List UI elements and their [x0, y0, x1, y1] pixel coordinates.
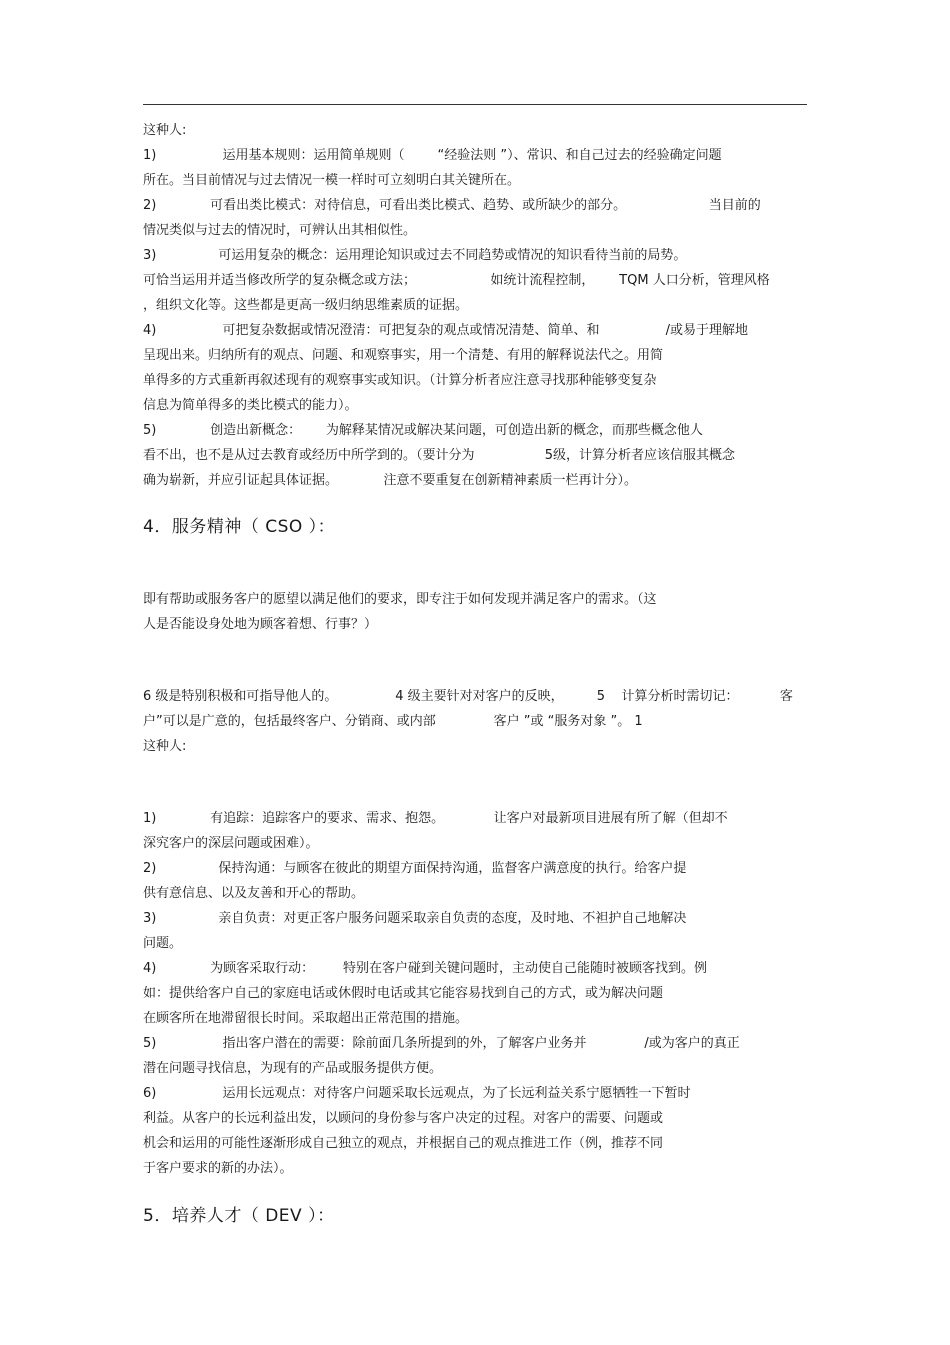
text-line: 人是否能设身处地为顾客着想、行事？）	[143, 617, 378, 632]
text-line: 1) 运用基本规则：运用简单规则（ “经验法则 ”）、常识、和自己过去的经验确定问题	[143, 148, 722, 163]
text-line: 问题。	[143, 936, 183, 951]
section-heading: 5．培养人才（ DEV ）：	[143, 1206, 335, 1226]
text-line: 机会和运用的可能性逐渐形成自己独立的观点，并根据自己的观点推进工作（例，推荐不同	[143, 1136, 664, 1151]
text-line: 供有意信息、以及友善和开心的帮助。	[143, 886, 365, 901]
text-line: ，组织文化等。这些都是更高一级归纳思维素质的证据。	[143, 298, 469, 313]
text-line: 1) 有追踪：追踪客户的要求、需求、抱怨。 让客户对最新项目进展有所了解（但却不	[143, 811, 728, 826]
text-line: 于客户要求的新的办法）。	[143, 1161, 293, 1176]
text-line: 这种人:	[143, 739, 187, 754]
text-line: 2) 可看出类比模式：对待信息，可看出类比模式、趋势、或所缺少的部分。 当目前的	[143, 198, 761, 213]
section-heading: 4．服务精神（ CSO ）：	[143, 517, 336, 537]
text-line: 深究客户的深层问题或困难）。	[143, 836, 319, 851]
text-line: 4) 可把复杂数据或情况澄清：可把复杂的观点或情况清楚、简单、和 /或易于理解地	[143, 323, 748, 338]
text-line: 即有帮助或服务客户的愿望以满足他们的要求，即专注于如何发现并满足客户的需求。（这	[143, 592, 657, 607]
text-line: 单得多的方式重新再叙述现有的观察事实或知识。（计算分析者应注意寻找那种能够变复杂	[143, 373, 657, 388]
text-line: 5) 指出客户潜在的需要：除前面几条所提到的外，了解客户业务并 /或为客户的真正	[143, 1036, 740, 1051]
text-line: 潜在问题寻找信息，为现有的产品或服务提供方便。	[143, 1061, 443, 1076]
text-line: 可恰当运用并适当修改所学的复杂概念或方法； 如统计流程控制， TQM 人口分析，管理风格	[143, 273, 770, 288]
text-line: 3) 亲自负责：对更正客户服务问题采取亲自负责的态度，及时地、不袒护自己地解决	[143, 911, 687, 926]
text-line: 看不出，也不是从过去教育或经历中所学到的。（要计分为 5级，计算分析者应该信服其概念	[143, 448, 736, 463]
text-line: 户”可以是广意的，包括最终客户、分销商、或内部 客户 ”或 “服务对象 ”。 1	[143, 714, 643, 729]
text-line: 6) 运用长远观点：对待客户问题采取长远观点，为了长远利益关系宁愿牺牲一下暂时	[143, 1086, 691, 1101]
text-line: 情况类似与过去的情况时，可辨认出其相似性。	[143, 223, 417, 238]
text-line: 呈现出来。归纳所有的观点、问题、和观察事实，用一个清楚、有用的解释说法代之。用简	[143, 348, 664, 363]
text-line: 在顾客所在地滞留很长时间。采取超出正常范围的措施。	[143, 1011, 469, 1026]
text-line: 信息为简单得多的类比模式的能力）。	[143, 398, 358, 413]
text-line: 5) 创造出新概念： 为解释某情况或解决某问题，可创造出新的概念，而那些概念他人	[143, 423, 703, 438]
text-line: 确为崭新，并应引证起具体证据。 注意不要重复在创新精神素质一栏再计分）。	[143, 473, 637, 488]
text-line: 6 级是特别积极和可指导他人的。 4 级主要针对对客户的反映， 5 计算分析时需切记： 客	[143, 689, 793, 704]
text-line: 3) 可运用复杂的概念：运用理论知识或过去不同趋势或情况的知识看待当前的局势。	[143, 248, 687, 263]
text-line: 2) 保持沟通：与顾客在彼此的期望方面保持沟通，监督客户满意度的执行。给客户提	[143, 861, 687, 876]
text-line: 4) 为顾客采取行动： 特别在客户碰到关键问题时，主动使自己能随时被顾客找到。例	[143, 961, 707, 976]
text-line: 如：提供给客户自己的家庭电话或休假时电话或其它能容易找到自己的方式，或为解决问题	[143, 986, 664, 1001]
text-line: 这种人:	[143, 123, 187, 138]
top-rule	[143, 104, 807, 105]
text-line: 所在。当目前情况与过去情况一模一样时可立刻明白其关键所在。	[143, 173, 521, 188]
text-line: 利益。从客户的长远利益出发，以顾问的身份参与客户决定的过程。对客户的需要、问题或	[143, 1111, 664, 1126]
